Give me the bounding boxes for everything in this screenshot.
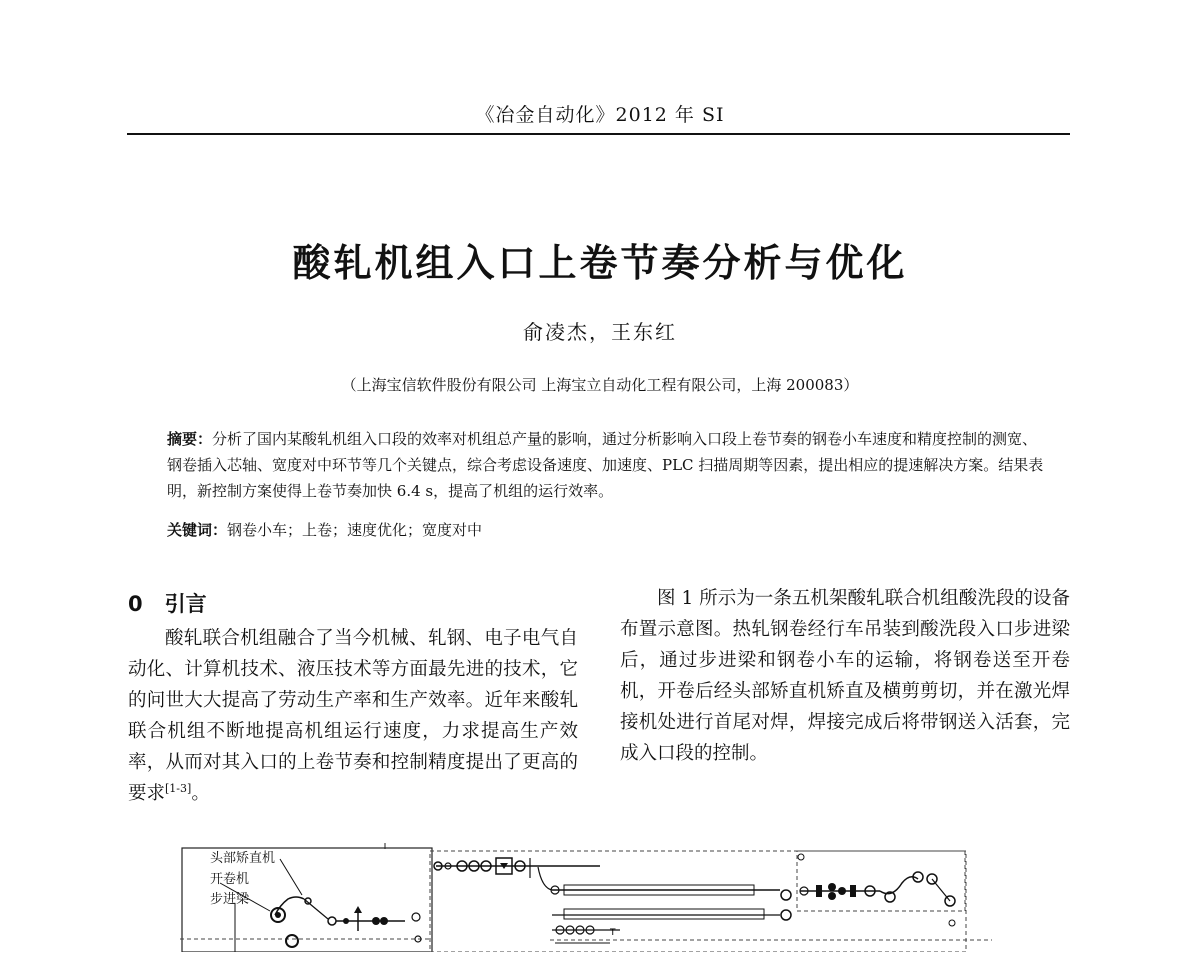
figure-diagram-svg [180, 843, 992, 952]
label-head-straightener: 头部矫直机 [210, 851, 276, 866]
intro-left-text: 酸轧联合机组融合了当今机械、轧钢、电子电气自动化、计算机技术、液压技术等方面最先进的技术，它的问世大大提高了劳动生产率和生产效率。近年来酸轧联合机组不断地提高机组运行速度，力求提高生产效率，从而对其入口的上卷节奏和控制精度提出了更高的要求 [128, 628, 578, 804]
article-authors: 俞凌杰，王东红 [523, 320, 677, 344]
intro-right-text: 图 1 所示为一条五机架酸轧联合机组酸洗段的设备布置示意图。热轧钢卷经行车吊装到酸洗段入口步进梁后，通过步进梁和钢卷小车的运输，将钢卷送至开卷机，开卷后经头部矫直机矫直及横剪剪切，并在激光焊接机处进行首尾对焊，焊接完成后将带钢送入活套，完成入口段的控制。 [620, 588, 1070, 764]
label-walking-beam: 步进梁 [210, 892, 250, 907]
section-title: 引言 [164, 592, 207, 616]
journal-header: 《冶金自动化》2012 年 SI [475, 104, 725, 126]
keywords-text: 钢卷小车；上卷；速度优化；宽度对中 [227, 521, 483, 539]
section-number: 0 [128, 592, 143, 616]
abstract-text: 分析了国内某酸轧机组入口段的效率对机组总产量的影响，通过分析影响入口段上卷节奏的钢卷小车速度和精度控制的测宽、钢卷插入芯轴、宽度对中环节等几个关键点，综合考虑设备速度、加速度、PLC 扫描周期等因素，提出相应的提速解决方案。结果表明，新控制方案使得上卷节奏加快 6.4 s，提高了机组的运行效率。 [167, 430, 1044, 500]
article-title: 酸轧机组入口上卷节奏分析与优化 [292, 241, 908, 285]
svg-text:T: T [610, 928, 616, 938]
intro-right-column [620, 583, 1070, 769]
keywords-label: 关键词： [167, 521, 228, 539]
figure-1-layout-diagram [180, 843, 992, 952]
citation: [1-3] [165, 781, 192, 795]
straightener-icon [328, 917, 336, 925]
keywords [167, 517, 1047, 543]
header-rule [127, 133, 1070, 135]
intro-left-end: 。 [191, 783, 210, 804]
abstract [167, 426, 1047, 504]
abstract-label: 摘要： [167, 430, 213, 448]
section-heading [128, 588, 207, 618]
intro-left-column [128, 623, 578, 809]
article-affiliation: （上海宝信软件股份有限公司 上海宝立自动化工程有限公司，上海 200083） [341, 376, 859, 394]
label-uncoiler: 开卷机 [210, 872, 250, 887]
